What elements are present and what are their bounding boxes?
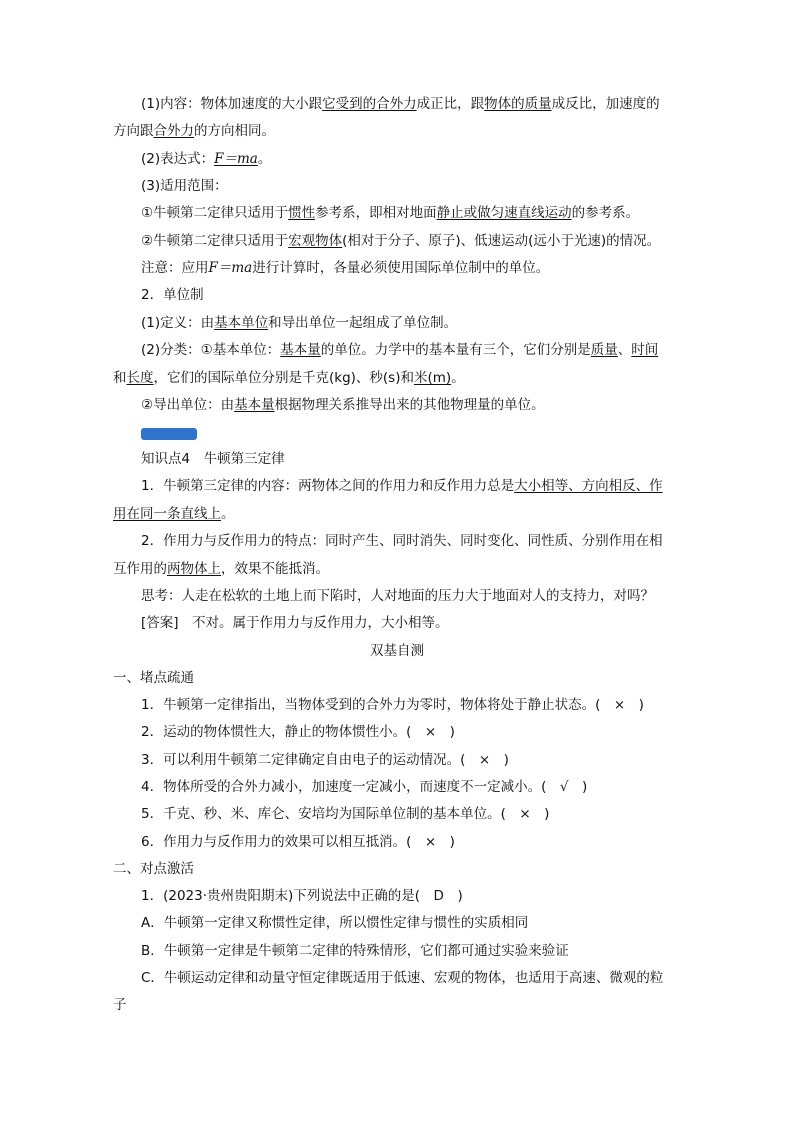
- question-1-answer: D: [433, 888, 444, 904]
- law2-expression: (2)表达式：F＝ma。: [141, 151, 272, 167]
- underline-inertial: 惯性: [288, 205, 316, 221]
- law2-scope-2: ②牛顿第二定律只适用于宏观物体(相对于分子、原子)、低速运动(远小于光速)的情况。: [141, 233, 661, 249]
- underline-time-quantity: 时间: [631, 342, 659, 358]
- units-classification-line1: (2)分类：①基本单位：基本量的单位。力学中的基本量有三个，它们分别是质量、时间: [141, 342, 659, 358]
- selftest-item-6: 6．作用力与反作用力的效果可以相互抵消。( × ): [141, 834, 455, 850]
- law2-scope-title: (3)适用范围：: [141, 178, 228, 194]
- law2-note: 注意：应用F＝ma进行计算时，各量必须使用国际单位制中的单位。: [141, 260, 550, 276]
- option-c: C．牛顿运动定律和动量守恒定律既适用于低速、宏观的物体，也适用于高速、微观的粒: [141, 970, 664, 986]
- answer-mark: ×: [478, 752, 491, 768]
- underline-resultant-force: 它受到的合外力: [322, 96, 417, 112]
- selftest-item-4: 4．物体所受的合外力减小，加速度一定减小，而速度不一定减小。( √ ): [141, 779, 588, 795]
- answer-mark: ×: [613, 697, 626, 713]
- law3-answer: [答案] 不对。属于作用力与反作用力，大小相等。: [141, 615, 449, 631]
- formula-f-ma: F＝ma: [214, 151, 258, 167]
- units-definition: (1)定义：由基本单位和导出单位一起组成了单位制。: [141, 315, 458, 331]
- underline-meter-unit: 米(m): [414, 370, 452, 386]
- selftest-item-1: 1．牛顿第一定律指出，当物体受到的合外力为零时，物体将处于静止状态。( × ): [141, 697, 644, 713]
- option-c-tail: 子: [113, 997, 127, 1013]
- units-title: 2．单位制: [141, 287, 204, 303]
- option-a: A．牛顿第一定律又称惯性定律，所以惯性定律与惯性的实质相同: [141, 915, 529, 931]
- law2-content-line2: 方向跟合外力的方向相同。: [113, 123, 275, 139]
- underline-macroscopic: 宏观物体: [288, 233, 343, 249]
- underline-same-line: 用在同一条直线上: [113, 506, 221, 522]
- units-derived: ②导出单位：由基本量根据物理关系推导出来的其他物理量的单位。: [141, 397, 545, 413]
- underline-mass: 物体的质量: [484, 96, 552, 112]
- law3-item2-line1: 2．作用力与反作用力的特点：同时产生、同时消失、同时变化、同性质、分别作用在相: [141, 533, 663, 549]
- underline-mass-quantity: 质量: [590, 342, 618, 358]
- selftest-item-5: 5．千克、秒、米、库仑、安培均为国际单位制的基本单位。( × ): [141, 806, 550, 822]
- selftest-item-2: 2．运动的物体惯性大，静止的物体惯性小。( × ): [141, 724, 455, 740]
- underline-equal-opposite: 大小相等、方向相反、作: [514, 478, 663, 494]
- selftest-section2: 二、对点激活: [113, 861, 194, 877]
- underline-net-force: 合外力: [153, 123, 194, 139]
- units-classification-line2: 和长度，它们的国际单位分别是千克(kg)、秒(s)和米(m)。: [113, 370, 465, 386]
- formula-f-ma-note: F＝ma: [208, 260, 253, 276]
- law3-think: 思考：人走在松软的土地上而下陷时，人对地面的压力大于地面对人的支持力，对吗？: [141, 588, 654, 604]
- answer-mark: ×: [424, 724, 437, 740]
- answer-mark: ×: [519, 806, 531, 822]
- law3-item1-line1: 1．牛顿第三定律的内容：两物体之间的作用力和反作用力总是大小相等、方向相反、作: [141, 478, 663, 494]
- underline-base-unit: 基本单位: [214, 315, 269, 331]
- underline-length-quantity: 长度: [126, 370, 154, 386]
- answer-mark: √: [559, 779, 569, 795]
- selftest-section1: 一、堵点疏通: [113, 670, 194, 686]
- law3-item2-line2: 互作用的两物体上，效果不能抵消。: [113, 561, 329, 577]
- answer-mark: ×: [424, 834, 437, 850]
- underline-two-bodies: 两物体上: [167, 561, 221, 577]
- underline-base-quantity-2: 基本量: [234, 397, 275, 413]
- selftest-item-3: 3．可以利用牛顿第二定律确定自由电子的运动情况。( × ): [141, 752, 509, 768]
- underline-rest-uniform: 静止或做匀速直线运动: [436, 205, 572, 221]
- law2-scope-1: ①牛顿第二定律只适用于惯性参考系，即相对地面静止或做匀速直线运动的参考系。: [141, 205, 640, 221]
- underline-base-quantity: 基本量: [280, 342, 321, 358]
- selftest-title: 双基自测: [370, 643, 424, 659]
- law3-item1-line2: 用在同一条直线上。: [113, 506, 235, 522]
- option-b: B．牛顿第一定律是牛顿第二定律的特殊情形，它们都可通过实验来验证: [141, 943, 569, 959]
- law3-heading: 知识点4 牛顿第三定律: [141, 451, 285, 467]
- question-1-stem: 1．(2023·贵州贵阳期末)下列说法中正确的是( D ): [141, 888, 463, 904]
- answer-tag: [答案]: [141, 615, 179, 631]
- section-badge: [141, 428, 197, 440]
- law2-content-line1: (1)内容：物体加速度的大小跟它受到的合外力成正比，跟物体的质量成反比，加速度的: [141, 96, 660, 112]
